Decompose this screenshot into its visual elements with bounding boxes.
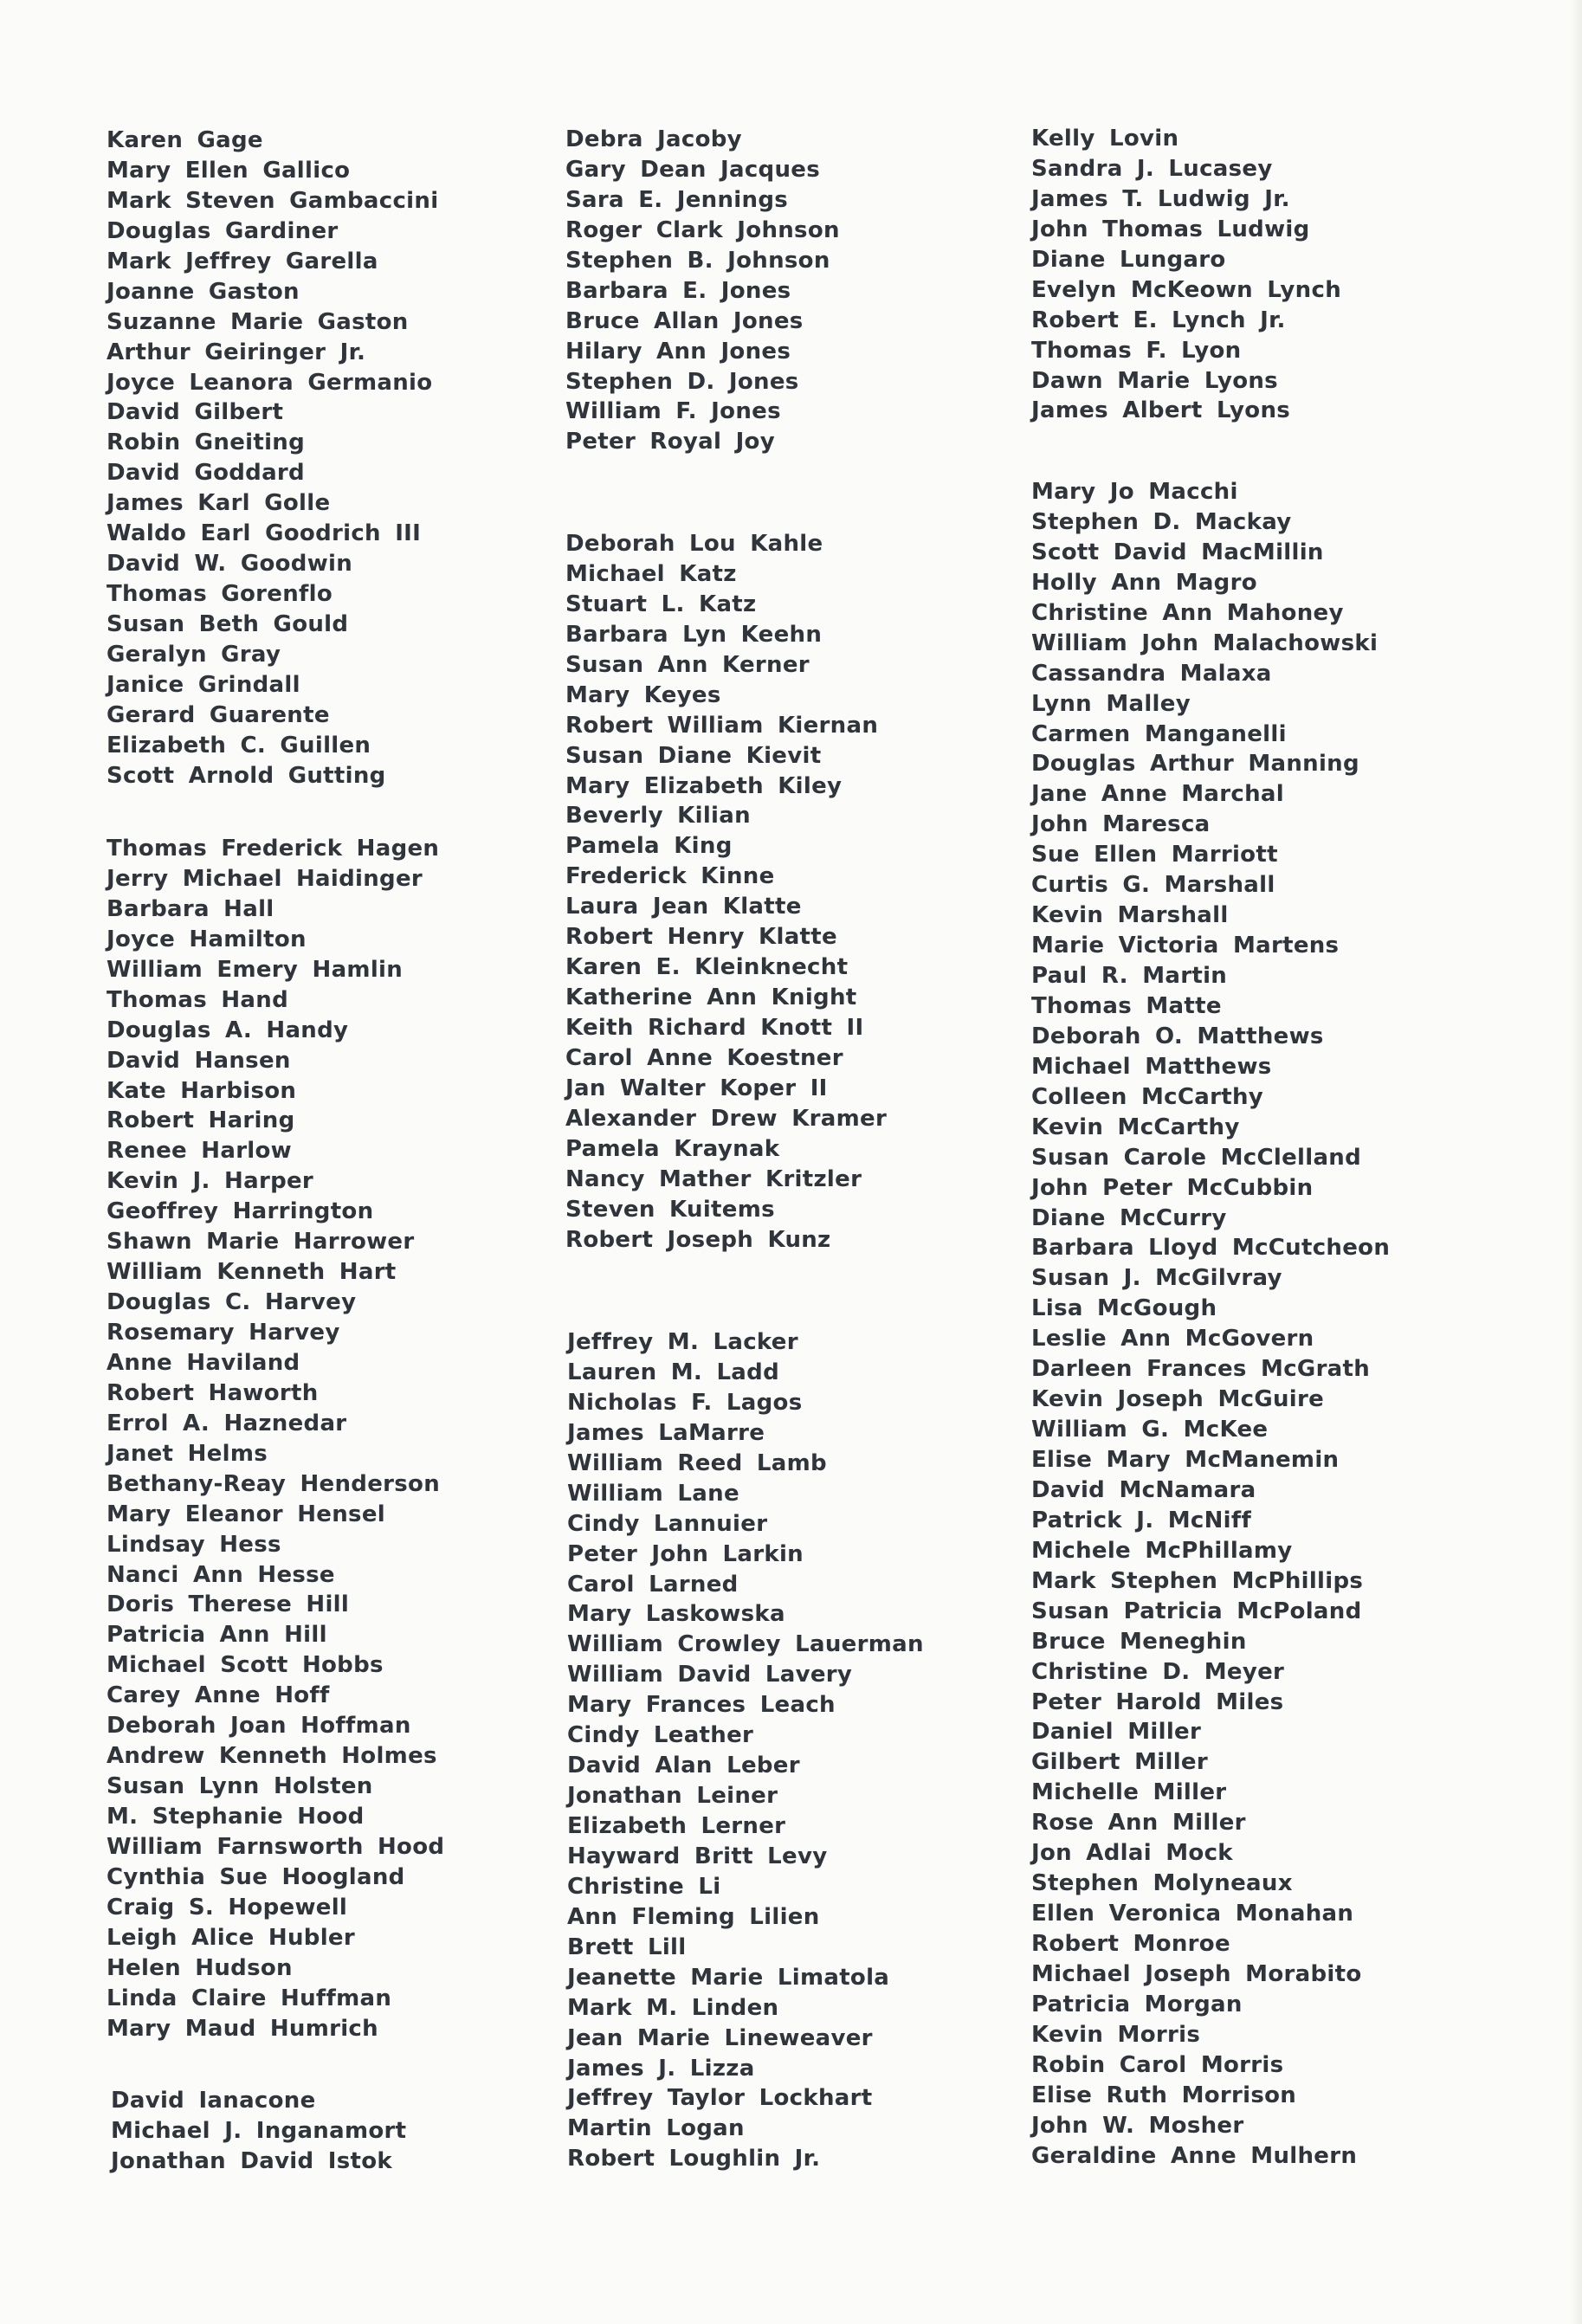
name-entry: William Crowley Lauerman bbox=[567, 1631, 924, 1658]
name-entry: Michael Scott Hobbs bbox=[107, 1652, 384, 1679]
name-entry: Marie Victoria Martens bbox=[1031, 933, 1340, 959]
name-entry: Mark Jeffrey Garella bbox=[107, 248, 378, 274]
name-entry: Jean Marie Lineweaver bbox=[567, 2024, 873, 2051]
name-entry: William Kenneth Hart bbox=[107, 1259, 397, 1286]
name-entry: Kevin Joseph McGuire bbox=[1031, 1386, 1325, 1413]
name-entry: William F. Jones bbox=[565, 398, 781, 425]
name-entry: Darleen Frances McGrath bbox=[1031, 1356, 1371, 1383]
name-entry: Robert Henry Klatte bbox=[565, 924, 837, 951]
name-group-h bbox=[107, 834, 444, 2044]
name-entry: Janet Helms bbox=[107, 1440, 268, 1467]
name-entry: Evelyn McKeown Lynch bbox=[1031, 276, 1341, 303]
name-entry: William G. McKee bbox=[1031, 1417, 1269, 1443]
name-group-g bbox=[107, 126, 438, 791]
name-entry: Susan Lynn Holsten bbox=[107, 1773, 373, 1800]
name-entry: David Hansen bbox=[107, 1047, 291, 1074]
name-entry: Stephen D. Mackay bbox=[1031, 508, 1292, 535]
name-entry: Geralyn Gray bbox=[107, 641, 281, 668]
name-entry: Cynthia Sue Hoogland bbox=[107, 1863, 405, 1890]
name-entry: Robert Joseph Kunz bbox=[565, 1226, 831, 1253]
name-entry: William Emery Hamlin bbox=[107, 956, 404, 983]
name-entry: Barbara Lloyd McCutcheon bbox=[1031, 1235, 1391, 1262]
name-entry: William Reed Lamb bbox=[567, 1449, 827, 1476]
name-entry: Douglas Arthur Manning bbox=[1031, 751, 1359, 778]
name-entry: Patricia Ann Hill bbox=[107, 1622, 327, 1649]
name-entry: Diane Lungaro bbox=[1031, 246, 1226, 273]
page-edge-shadow bbox=[1570, 0, 1582, 2324]
name-entry: Pamela Kraynak bbox=[565, 1135, 780, 1162]
name-entry: Jon Adlai Mock bbox=[1031, 1840, 1233, 1867]
name-entry: Kevin Marshall bbox=[1031, 902, 1229, 929]
name-entry: Laura Jean Klatte bbox=[565, 894, 802, 920]
name-entry: Ann Fleming Lilien bbox=[567, 1903, 820, 1930]
name-entry: David McNamara bbox=[1031, 1476, 1256, 1503]
name-entry: Cassandra Malaxa bbox=[1031, 660, 1272, 687]
name-entry: Joyce Hamilton bbox=[107, 926, 307, 952]
name-entry: Leigh Alice Hubler bbox=[107, 1924, 355, 1951]
name-entry: Geraldine Anne Mulhern bbox=[1031, 2142, 1358, 2169]
name-entry: Linda Claire Huffman bbox=[107, 1985, 392, 2011]
name-entry: Thomas Hand bbox=[107, 986, 288, 1013]
name-entry: James T. Ludwig Jr. bbox=[1031, 185, 1290, 212]
name-entry: Ellen Veronica Monahan bbox=[1031, 1901, 1354, 1927]
name-entry: Bruce Meneghin bbox=[1031, 1628, 1247, 1655]
name-group-i bbox=[111, 2086, 406, 2177]
name-entry: Thomas Matte bbox=[1031, 992, 1222, 1019]
name-entry: Robert William Kiernan bbox=[565, 712, 879, 739]
name-entry: Christine D. Meyer bbox=[1031, 1658, 1285, 1685]
name-entry: Carey Anne Hoff bbox=[107, 1682, 330, 1709]
name-entry: Curtis G. Marshall bbox=[1031, 872, 1275, 899]
name-entry: Robin Gneiting bbox=[107, 429, 306, 456]
name-entry: Gilbert Miller bbox=[1031, 1749, 1208, 1776]
name-entry: Carol Anne Koestner bbox=[565, 1044, 843, 1071]
name-entry: Susan Diane Kievit bbox=[565, 742, 822, 769]
name-entry: Christine Ann Mahoney bbox=[1031, 599, 1344, 626]
name-entry: Carol Larned bbox=[567, 1571, 739, 1598]
name-entry: Elise Ruth Morrison bbox=[1031, 2082, 1297, 2108]
name-entry: Deborah Joan Hoffman bbox=[107, 1713, 411, 1740]
name-entry: James Karl Golle bbox=[107, 490, 331, 517]
name-entry: Pamela King bbox=[565, 833, 733, 860]
name-entry: Geoffrey Harrington bbox=[107, 1198, 374, 1225]
name-entry: David W. Goodwin bbox=[107, 551, 353, 578]
name-entry: Jan Walter Koper II bbox=[565, 1075, 828, 1101]
name-entry: Daniel Miller bbox=[1031, 1719, 1202, 1746]
name-entry: David Goddard bbox=[107, 460, 305, 487]
name-entry: William Farnsworth Hood bbox=[107, 1833, 445, 1860]
name-entry: William John Malachowski bbox=[1031, 629, 1379, 656]
name-entry: James Albert Lyons bbox=[1031, 397, 1291, 424]
name-entry: Gerard Guarente bbox=[107, 701, 330, 728]
name-entry: Kate Harbison bbox=[107, 1077, 297, 1104]
name-entry: Brett Lill bbox=[567, 1933, 687, 1960]
name-entry: Andrew Kenneth Holmes bbox=[107, 1743, 437, 1770]
name-entry: Mary Frances Leach bbox=[567, 1692, 836, 1719]
name-entry: Holly Ann Magro bbox=[1031, 569, 1257, 596]
name-entry: Jerry Michael Haidinger bbox=[107, 865, 423, 892]
name-entry: Sara E. Jennings bbox=[565, 186, 789, 213]
name-entry: Michael J. Inganamort bbox=[111, 2117, 407, 2144]
name-entry: David Ianacone bbox=[111, 2088, 316, 2114]
name-entry: Cindy Leather bbox=[567, 1722, 754, 1749]
name-entry: Dawn Marie Lyons bbox=[1031, 367, 1278, 394]
name-entry: Susan J. McGilvray bbox=[1031, 1265, 1282, 1292]
name-entry: Jane Anne Marchal bbox=[1031, 781, 1284, 808]
name-entry: Susan Carole McClelland bbox=[1031, 1144, 1362, 1171]
name-entry: Frederick Kinne bbox=[565, 863, 775, 890]
name-entry: Colleen McCarthy bbox=[1031, 1083, 1264, 1110]
name-entry: Roger Clark Johnson bbox=[565, 216, 840, 243]
name-entry: Karen E. Kleinknecht bbox=[565, 954, 849, 981]
name-entry: Shawn Marie Harrower bbox=[107, 1229, 415, 1256]
name-entry: Mary Laskowska bbox=[567, 1601, 785, 1628]
name-entry: Stephen B. Johnson bbox=[565, 247, 830, 274]
name-entry: Robert Haworth bbox=[107, 1379, 319, 1406]
name-entry: Sue Ellen Marriott bbox=[1031, 842, 1278, 868]
name-entry: Douglas C. Harvey bbox=[107, 1289, 357, 1316]
name-entry: Anne Haviland bbox=[107, 1349, 300, 1376]
name-entry: Susan Beth Gould bbox=[107, 611, 349, 637]
name-entry: John W. Mosher bbox=[1031, 2112, 1244, 2139]
name-entry: Arthur Geiringer Jr. bbox=[107, 339, 366, 365]
name-entry: William Lane bbox=[567, 1480, 739, 1507]
name-entry: John Peter McCubbin bbox=[1031, 1174, 1314, 1201]
name-entry: Jeffrey Taylor Lockhart bbox=[567, 2085, 873, 2112]
name-entry: Douglas A. Handy bbox=[107, 1017, 349, 1043]
name-entry: Lindsay Hess bbox=[107, 1531, 281, 1558]
name-entry: Diane McCurry bbox=[1031, 1204, 1227, 1231]
name-entry: Leslie Ann McGovern bbox=[1031, 1326, 1314, 1352]
name-entry: William David Lavery bbox=[567, 1662, 853, 1688]
name-group-m bbox=[1031, 477, 1390, 2172]
name-entry: Michael Matthews bbox=[1031, 1053, 1272, 1080]
name-entry: Scott Arnold Gutting bbox=[107, 762, 386, 789]
name-entry: Alexander Drew Kramer bbox=[565, 1105, 888, 1132]
name-entry: Joyce Leanora Germanio bbox=[107, 369, 433, 396]
name-entry: Nanci Ann Hesse bbox=[107, 1561, 335, 1588]
name-entry: Rosemary Harvey bbox=[107, 1320, 340, 1346]
name-entry: David Gilbert bbox=[107, 399, 284, 426]
name-entry: Jonathan Leiner bbox=[567, 1783, 778, 1810]
name-group-j bbox=[565, 125, 840, 457]
name-entry: Beverly Kilian bbox=[565, 803, 751, 830]
name-entry: Elise Mary McManemin bbox=[1031, 1447, 1340, 1473]
name-entry: John Maresca bbox=[1031, 811, 1211, 838]
name-entry: Mark M. Linden bbox=[567, 1994, 779, 2021]
name-entry: Elizabeth Lerner bbox=[567, 1813, 786, 1839]
name-entry: Martin Logan bbox=[567, 2115, 745, 2142]
name-entry: Mary Ellen Gallico bbox=[107, 157, 351, 184]
name-entry: Susan Patricia McPoland bbox=[1031, 1598, 1362, 1624]
name-entry: James LaMarre bbox=[567, 1419, 765, 1446]
name-entry: Stuart L. Katz bbox=[565, 591, 757, 617]
name-entry: Craig S. Hopewell bbox=[107, 1894, 348, 1921]
name-entry: Michelle Miller bbox=[1031, 1779, 1227, 1806]
name-entry: Kevin Morris bbox=[1031, 2021, 1201, 2048]
name-entry: Sandra J. Lucasey bbox=[1031, 155, 1273, 182]
name-entry: Robin Carol Morris bbox=[1031, 2051, 1284, 2078]
name-entry: Peter John Larkin bbox=[567, 1540, 804, 1567]
name-entry: Kevin McCarthy bbox=[1031, 1114, 1240, 1140]
name-entry: James J. Lizza bbox=[567, 2055, 755, 2082]
name-entry: Steven Kuitems bbox=[565, 1196, 775, 1223]
name-entry: Mark Steven Gambaccini bbox=[107, 187, 439, 214]
name-entry: Hilary Ann Jones bbox=[565, 338, 791, 365]
name-entry: Bethany-Reay Henderson bbox=[107, 1470, 441, 1497]
name-entry: Barbara E. Jones bbox=[565, 277, 791, 304]
name-entry: Scott David MacMillin bbox=[1031, 539, 1324, 565]
name-entry: Debra Jacoby bbox=[565, 126, 742, 152]
name-entry: Suzanne Marie Gaston bbox=[107, 308, 409, 335]
name-entry: Waldo Earl Goodrich III bbox=[107, 520, 422, 547]
name-entry: Rose Ann Miller bbox=[1031, 1810, 1246, 1837]
name-entry: Carmen Manganelli bbox=[1031, 720, 1287, 747]
name-entry: Elizabeth C. Guillen bbox=[107, 732, 371, 759]
name-entry: Michael Joseph Morabito bbox=[1031, 1960, 1362, 1987]
name-entry: Doris Therese Hill bbox=[107, 1591, 350, 1618]
name-entry: David Alan Leber bbox=[567, 1753, 800, 1779]
name-entry: Keith Richard Knott II bbox=[565, 1015, 864, 1041]
name-entry: Thomas Gorenflo bbox=[107, 581, 333, 608]
name-entry: Mary Elizabeth Kiley bbox=[565, 772, 843, 799]
name-entry: Nancy Mather Kritzler bbox=[565, 1165, 862, 1192]
name-entry: Helen Hudson bbox=[107, 1954, 293, 1981]
name-entry: Lisa McGough bbox=[1031, 1295, 1217, 1322]
name-entry: Stephen D. Jones bbox=[565, 368, 799, 395]
name-group-l bbox=[567, 1327, 924, 2174]
name-entry: Katherine Ann Knight bbox=[565, 984, 857, 1011]
name-entry: Thomas Frederick Hagen bbox=[107, 836, 440, 862]
name-entry: Lynn Malley bbox=[1031, 690, 1191, 717]
name-entry: Thomas F. Lyon bbox=[1031, 337, 1242, 364]
name-entry: Peter Royal Joy bbox=[565, 429, 775, 455]
name-entry: Jeffrey M. Lacker bbox=[567, 1329, 798, 1355]
name-entry: Patricia Morgan bbox=[1031, 1991, 1243, 2017]
name-entry: Barbara Hall bbox=[107, 895, 274, 922]
name-entry: Robert Haring bbox=[107, 1107, 295, 1134]
name-entry: Stephen Molyneaux bbox=[1031, 1870, 1293, 1897]
name-entry: Hayward Britt Levy bbox=[567, 1843, 828, 1869]
name-group-l-cont bbox=[1031, 124, 1341, 426]
name-entry: Janice Grindall bbox=[107, 671, 300, 698]
name-entry: Susan Ann Kerner bbox=[565, 651, 810, 678]
name-entry: Deborah O. Matthews bbox=[1031, 1023, 1324, 1049]
name-entry: Karen Gage bbox=[107, 127, 263, 153]
name-entry: John Thomas Ludwig bbox=[1031, 216, 1310, 242]
name-entry: Deborah Lou Kahle bbox=[565, 531, 823, 557]
name-entry: Errol A. Haznedar bbox=[107, 1410, 347, 1436]
name-entry: Robert Monroe bbox=[1031, 1931, 1230, 1957]
name-entry: M. Stephanie Hood bbox=[107, 1804, 365, 1830]
name-entry: Nicholas F. Lagos bbox=[567, 1389, 803, 1416]
name-entry: Jonathan David Istok bbox=[111, 2147, 393, 2174]
name-entry: Kevin J. Harper bbox=[107, 1168, 314, 1195]
name-entry: Barbara Lyn Keehn bbox=[565, 621, 823, 648]
name-entry: Renee Harlow bbox=[107, 1138, 293, 1165]
name-entry: Mary Eleanor Hensel bbox=[107, 1501, 385, 1527]
name-entry: Cindy Lannuier bbox=[567, 1510, 768, 1537]
name-entry: Mary Jo Macchi bbox=[1031, 479, 1238, 505]
name-entry: Patrick J. McNiff bbox=[1031, 1507, 1252, 1533]
name-entry: Michael Katz bbox=[565, 560, 737, 587]
name-entry: Mark Stephen McPhillips bbox=[1031, 1567, 1364, 1594]
name-entry: Paul R. Martin bbox=[1031, 963, 1228, 989]
name-entry: Joanne Gaston bbox=[107, 278, 300, 305]
name-entry: Christine Li bbox=[567, 1873, 721, 1900]
name-entry: Robert Loughlin Jr. bbox=[567, 2146, 821, 2172]
name-entry: Jeanette Marie Limatola bbox=[567, 1964, 890, 1991]
name-group-k bbox=[565, 529, 887, 1256]
name-entry: Robert E. Lynch Jr. bbox=[1031, 307, 1286, 333]
name-entry: Peter Harold Miles bbox=[1031, 1688, 1284, 1715]
name-entry: Mary Maud Humrich bbox=[107, 2015, 378, 2042]
name-entry: Michele McPhillamy bbox=[1031, 1537, 1293, 1564]
name-entry: Lauren M. Ladd bbox=[567, 1359, 779, 1385]
name-entry: Gary Dean Jacques bbox=[565, 156, 820, 183]
name-entry: Douglas Gardiner bbox=[107, 217, 339, 244]
name-entry: Bruce Allan Jones bbox=[565, 307, 804, 334]
name-entry: Mary Keyes bbox=[565, 681, 721, 708]
name-entry: Kelly Lovin bbox=[1031, 126, 1179, 152]
